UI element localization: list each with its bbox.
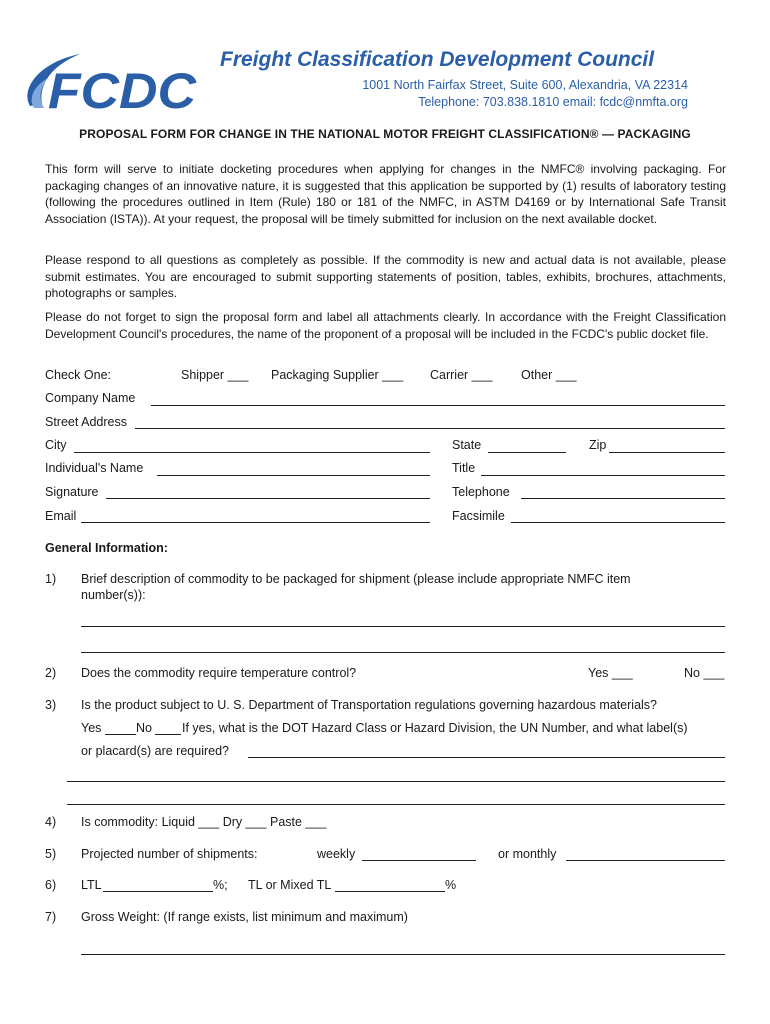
email-field[interactable] [81,522,430,523]
q5-weekly-field[interactable] [362,860,476,861]
q6-ltl-percent: %; [213,878,228,892]
q5-weekly-label: weekly [317,847,356,861]
checkbox-packaging-supplier[interactable]: Packaging Supplier ___ [271,368,404,382]
title-field[interactable] [481,475,725,476]
state-field[interactable] [488,452,566,453]
form-title: PROPOSAL FORM FOR CHANGE IN THE NATIONAL MOTOR FREIGHT CLASSIFICATION® — PACKAGING [79,127,691,141]
q6-tl-percent: % [445,878,457,892]
q5-monthly-label: or monthly [498,847,557,861]
q2-yes[interactable]: Yes ___ [588,666,633,680]
zip-label: Zip [589,438,607,452]
org-address: 1001 North Fairfax Street, Suite 600, Alexandria, VA 22314 [362,78,688,92]
instructions-paragraph: Please respond to all questions as completely as possible. If the commodity is new and actual data is not available, please submit estimates. You are encouraged to submit supporting statements of position, tables, exhibits, brochures, attachments, photographs or samples. [45,253,726,301]
q4-number: 4) [45,815,57,829]
q3-text-cont: If yes, what is the DOT Hazard Class or Hazard Division, the UN Number, and what label(s) [182,721,688,735]
logo-text: FCDC [48,63,197,118]
facsimile-field[interactable] [511,522,725,523]
q3-number: 3) [45,698,57,712]
title-label: Title [452,461,476,475]
q1-number: 1) [45,572,57,586]
org-address-block [362,77,688,111]
q3-text: Is the product subject to U. S. Department of Transportation regulations governing hazardous materials? [81,698,658,712]
q7-answer-line[interactable] [81,954,725,955]
q6-tl-field[interactable] [335,891,445,892]
q1-text: Brief description of commodity to be packaged for shipment (please include appropriate NMFC item [81,572,631,586]
q7-number: 7) [45,910,57,924]
q5-monthly-field[interactable] [566,860,725,861]
q3-no-label: No [136,721,152,735]
signature-field[interactable] [106,498,430,499]
city-field[interactable] [74,452,430,453]
q1-text-cont: number(s)): [81,588,146,602]
individuals-name-field[interactable] [157,475,430,476]
state-label: State [452,438,482,452]
checkbox-other[interactable]: Other ___ [521,368,577,382]
q5-number: 5) [45,847,57,861]
telephone-label: Telephone [452,485,510,499]
q6-ltl-label: LTL [81,878,102,892]
q3-text-cont-2: or placard(s) are required? [81,744,229,758]
fcdc-logo [20,48,200,118]
zip-field[interactable] [609,452,725,453]
q2-no[interactable]: No ___ [684,666,725,680]
q3-yes-field[interactable] [105,734,136,735]
q5-text: Projected number of shipments: [81,847,258,861]
q6-number: 6) [45,878,57,892]
street-address-field[interactable] [135,428,725,429]
q6-tl-label: TL or Mixed TL [248,878,332,892]
q1-answer-line-1[interactable] [81,626,725,627]
signature-note-paragraph: Please do not forget to sign the proposal form and label all attachments clearly. In accordance with the Freight Classification Development Council's procedures, the name of the proponent of a proposal will be included in the FCDC's public docket file. [45,310,726,341]
email-label: Email [45,509,77,523]
q3-no-field[interactable] [155,734,181,735]
city-label: City [45,438,67,452]
q6-ltl-field[interactable] [103,891,213,892]
org-name: Freight Classification Development Council [220,48,655,71]
general-info-heading: General Information: [45,541,168,555]
q3-yes-label: Yes [81,721,102,735]
check-one-label: Check One: [45,368,112,382]
q4-text[interactable]: Is commodity: Liquid ___ Dry ___ Paste ___ [81,815,327,829]
signature-label: Signature [45,485,99,499]
q2-text: Does the commodity require temperature control? [81,666,357,680]
q1-answer-line-2[interactable] [81,652,725,653]
street-address-label: Street Address [45,415,127,429]
org-contact: Telephone: 703.838.1810 email: fcdc@nmfta.org [418,95,688,109]
q3-answer-line-3[interactable] [67,804,725,805]
telephone-field[interactable] [521,498,725,499]
checkbox-shipper[interactable]: Shipper ___ [181,368,249,382]
q2-number: 2) [45,666,57,680]
company-name-label: Company Name [45,391,136,405]
q3-answer-line-2[interactable] [67,781,725,782]
q7-text: Gross Weight: (If range exists, list minimum and maximum) [81,910,408,924]
facsimile-label: Facsimile [452,509,505,523]
checkbox-carrier[interactable]: Carrier ___ [430,368,493,382]
individuals-name-label: Individual's Name [45,461,144,475]
company-name-field[interactable] [151,405,725,406]
q3-answer-line-1[interactable] [248,757,725,758]
intro-paragraph: This form will serve to initiate docketing procedures when applying for changes in the NMFC® involving packaging. For packaging changes of an innovative nature, it is suggested that this application be supported by (1) results of laboratory testing (following the procedures outlined in Item (Rule) 180 or 181 of the NMFC, in ASTM D4169 or by International Safe Transit Association (ISTA)). At your request, the proposal will be timely submitted for inclusion on the next available docket. [45,162,726,226]
